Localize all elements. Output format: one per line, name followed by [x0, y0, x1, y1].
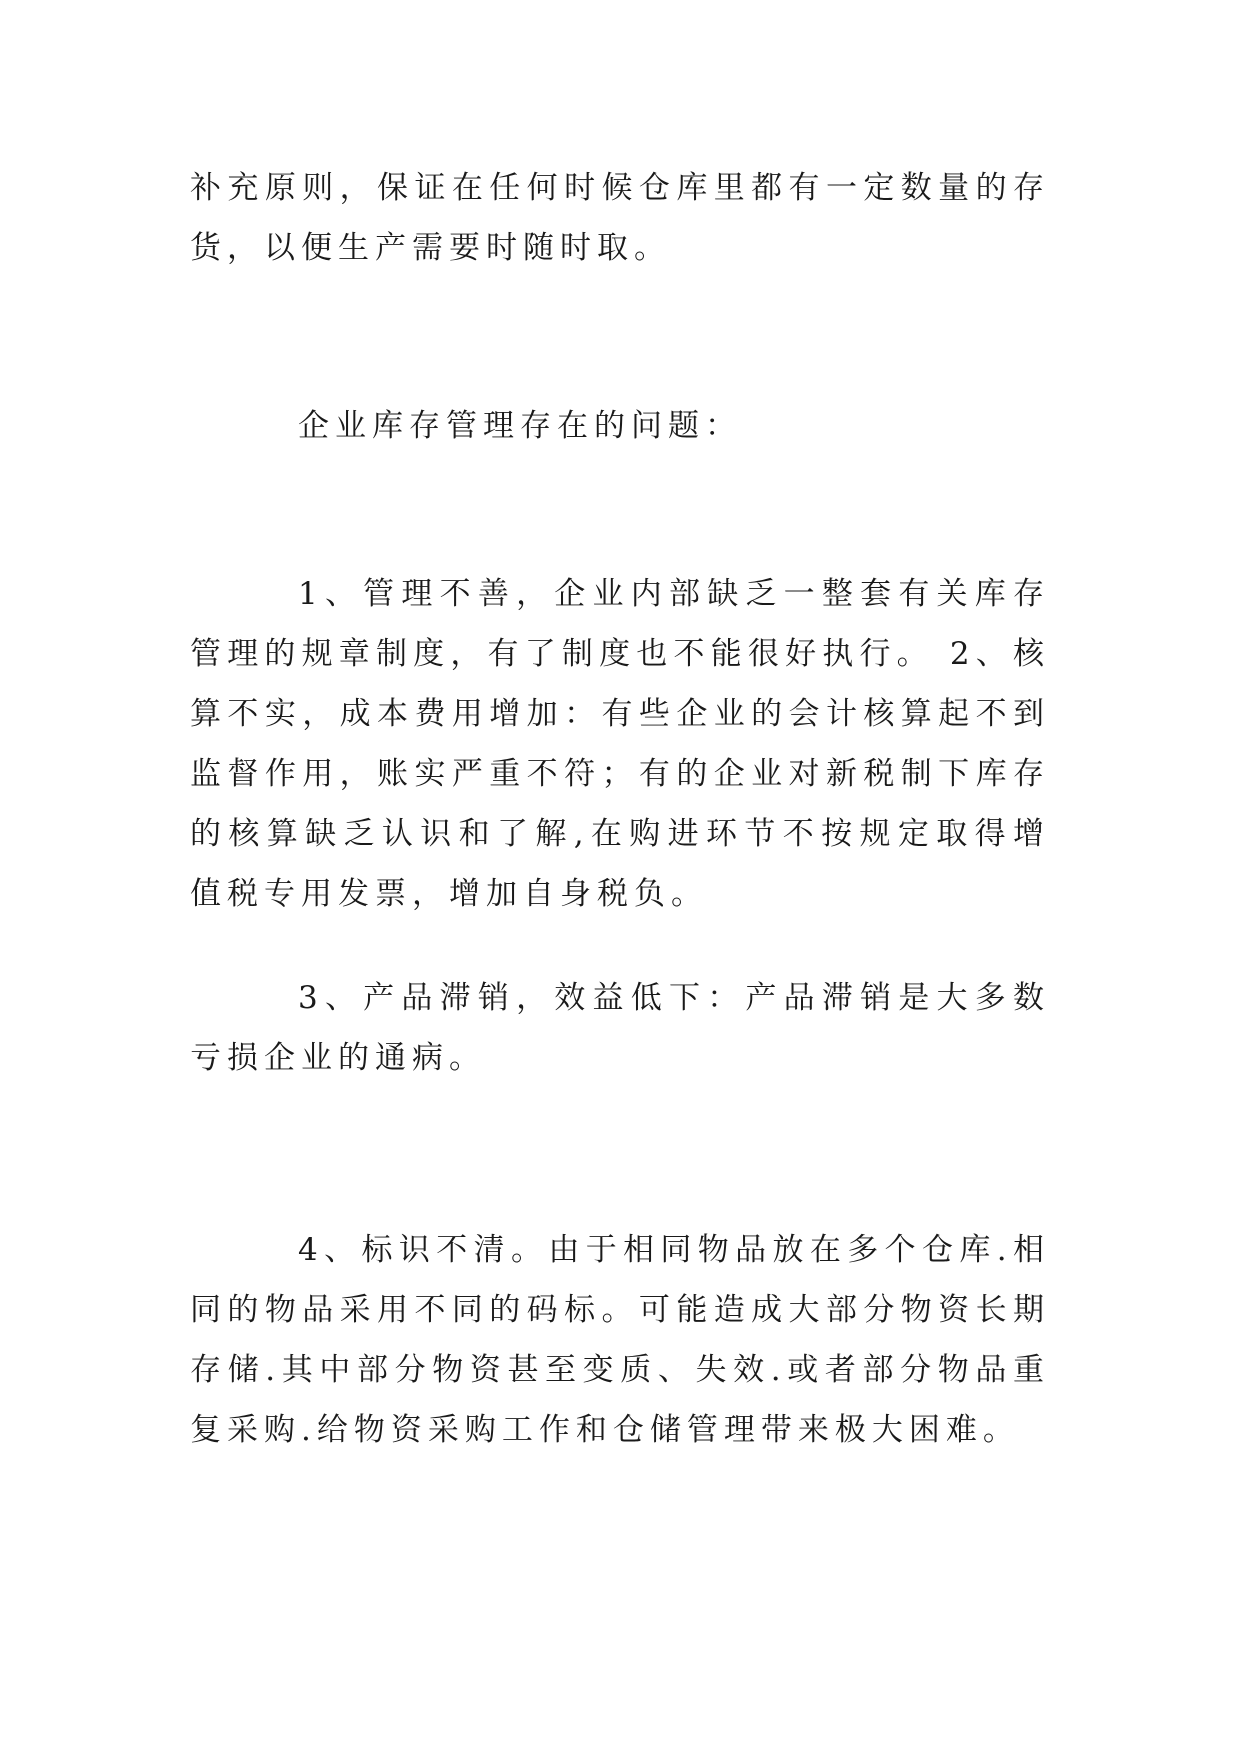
paragraph-problem-1-2: 1、管理不善，企业内部缺乏一整套有关库存管理的规章制度，有了制度也不能很好执行。 2、核算不实，成本费用增加：有些企业的会计核算起不到监督作用，账实严重不符；有的企业对新税制下库存的核算缺乏认识和了解,在购进环节不按规定取得增值税专用发票，增加自身税负。 — [190, 576, 1050, 912]
paragraph-problem-3: 3、产品滞销，效益低下：产品滞销是大多数亏损企业的通病。 — [190, 980, 1050, 1076]
paragraph-problem-4: 4、标识不清。由于相同物品放在多个仓库.相同的物品采用不同的码标。可能造成大部分物资长期存储.其中部分物资甚至变质、失效.或者部分物品重复采购.给物资采购工作和仓储管理带来极大困难。 — [190, 1232, 1050, 1448]
paragraph-replenishment-principle: 补充原则，保证在任何时候仓库里都有一定数量的存货，以便生产需要时随时取。 — [190, 170, 1050, 266]
section-heading-inventory-problems: 企业库存管理存在的问题： — [298, 408, 742, 444]
